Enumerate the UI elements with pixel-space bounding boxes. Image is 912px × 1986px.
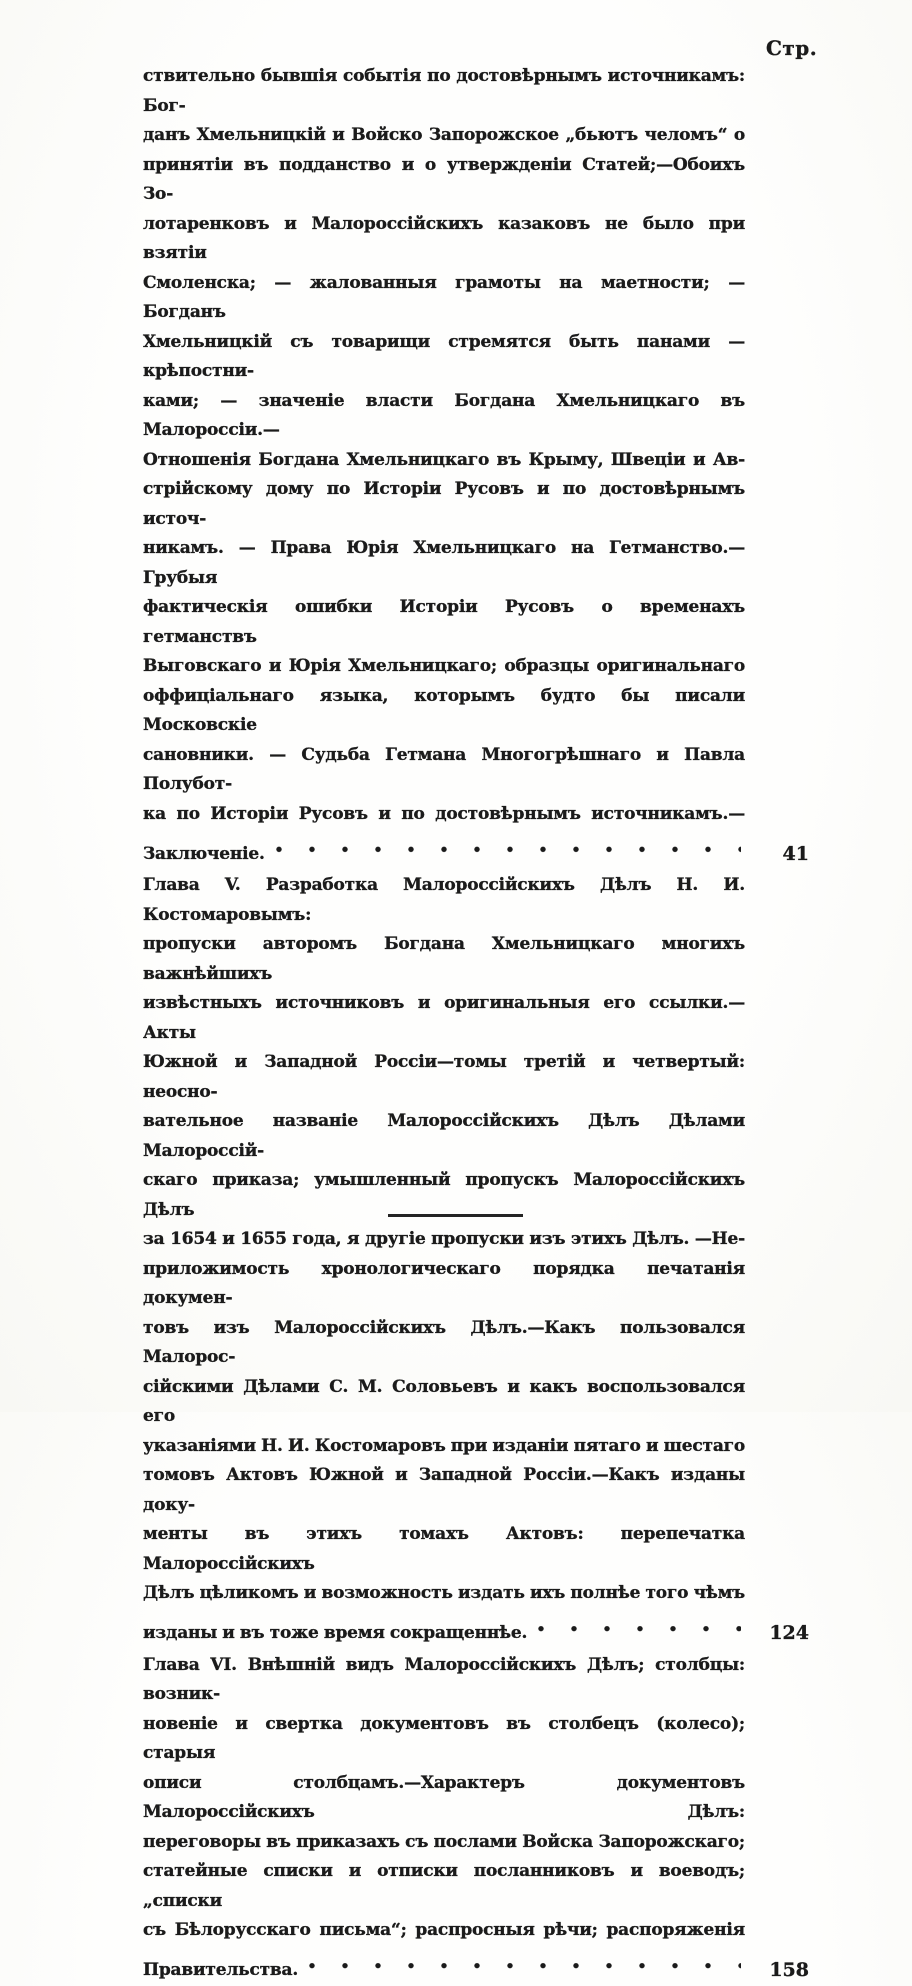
toc-entries — [143, 62, 809, 1986]
toc-entry — [143, 62, 809, 869]
toc-entry-lines — [143, 1651, 745, 1946]
toc-entry-last-line — [143, 1946, 745, 1986]
toc-entry-last-line — [143, 1609, 745, 1649]
toc-entry — [143, 1651, 809, 1986]
toc-line: ка по Исторіи Русовъ и по достовѣрнымъ источникамъ.— — [143, 803, 745, 824]
toc-last-line-text: Заключеніе. — [143, 843, 265, 864]
toc-line: ствительно бывшія событія по достовѣрнымъ источникамъ: Бог- — [143, 66, 745, 116]
toc-line: томовъ Актовъ Южной и Западной Россіи.—Какъ изданы доку- — [143, 1465, 745, 1515]
toc-line: вательное названіе Малороссійскихъ Дѣлъ Дѣлами Малороссій- — [143, 1111, 745, 1161]
page-column-header: Стр. — [766, 36, 818, 60]
toc-line: принятіи въ подданство и о утвержденіи Статей;—Обоихъ Зо- — [143, 154, 745, 204]
toc-line: товъ изъ Малороссійскихъ Дѣлъ.—Какъ пользовался Малорос- — [143, 1317, 745, 1367]
toc-line: менты въ этихъ томахъ Актовъ: перепечатка Малороссійскихъ — [143, 1524, 745, 1574]
dot-leader — [308, 1946, 741, 1976]
toc-line: оффиціальнаго языка, которымъ будто бы писали Московскіе — [143, 685, 745, 735]
toc-line: стрійскому дому по Исторіи Русовъ и по достовѣрнымъ источ- — [143, 479, 745, 529]
toc-entry-lines — [143, 62, 745, 829]
toc-last-line-text: изданы и въ тоже время сокращеннѣе. — [143, 1623, 528, 1643]
toc-line: новеніе и свертка документовъ въ столбецъ (колесо); старыя — [143, 1713, 745, 1763]
toc-line: скаго приказа; умышленный пропускъ Малороссійскихъ Дѣлъ — [143, 1170, 745, 1220]
toc-line: описи столбцамъ.—Характеръ документовъ Малороссійскихъ Дѣлъ: — [143, 1772, 745, 1822]
toc-line: извѣстныхъ источниковъ и оригинальныя его ссылки.—Акты — [143, 993, 745, 1043]
toc-line: съ Бѣлорусскаго письма“; распросныя рѣчи; распоряженія — [143, 1920, 745, 1940]
toc-line: переговоры въ приказахъ съ послами Войска Запорожскаго; — [143, 1831, 745, 1852]
toc-entry-lines — [143, 871, 745, 1609]
toc-line: Глава V. Разработка Малороссійскихъ Дѣлъ Н. И. Костомаровымъ: — [143, 875, 745, 925]
toc-line: данъ Хмельницкій и Войско Запорожское „бьютъ челомъ“ о — [143, 125, 745, 145]
toc-line: Смоленска; — жалованныя грамоты на маетности; — Богданъ — [143, 272, 745, 322]
page-number: 41 — [782, 842, 809, 865]
page-number: 158 — [769, 1959, 809, 1981]
toc-line: Выговскаго и Юрія Хмельницкаго; образцы оригинальнаго — [143, 656, 745, 676]
toc-line: сановники. — Судьба Гетмана Многогрѣшнаго и Павла Полубот- — [143, 744, 745, 794]
toc-line: приложимость хронологическаго порядка печатанія докумен- — [143, 1258, 745, 1308]
toc-line: никамъ. — Права Юрія Хмельницкаго на Гетманство.—Грубыя — [143, 538, 745, 588]
toc-line: Отношенія Богдана Хмельницкаго въ Крыму, Швеціи и Ав- — [143, 449, 745, 470]
toc-line: фактическія ошибки Исторіи Русовъ о временахъ гетманствъ — [143, 597, 745, 647]
toc-line: ками; — значеніе власти Богдана Хмельницкаго въ Малороссіи.— — [143, 390, 745, 440]
dot-leader — [537, 1609, 741, 1639]
toc-line: сійскими Дѣлами С. М. Соловьевъ и какъ воспользовался его — [143, 1376, 745, 1426]
toc-line: Глава VI. Внѣшній видъ Малороссійскихъ Дѣлъ; столбцы: возник- — [143, 1654, 745, 1704]
toc-line: статейные списки и отписки посланниковъ и воеводъ; „списки — [143, 1861, 745, 1911]
toc-entry-last-line — [143, 829, 745, 869]
end-rule — [388, 1214, 523, 1217]
toc-line: пропуски авторомъ Богдана Хмельницкаго многихъ важнѣйшихъ — [143, 934, 745, 984]
page-number: 124 — [769, 1622, 809, 1644]
toc-line: Дѣлъ цѣликомъ и возможность издать ихъ полнѣе того чѣмъ — [143, 1583, 745, 1603]
toc-line: за 1654 и 1655 года, я другіе пропуски изъ этихъ Дѣлъ. —Не- — [143, 1229, 745, 1249]
toc-line: лотаренковъ и Малороссійскихъ казаковъ не было при взятіи — [143, 213, 745, 263]
toc-line: указаніями Н. И. Костомаровъ при изданіи пятаго и шестаго — [143, 1435, 745, 1456]
toc-line: Хмельницкій съ товарищи стремятся быть панами — крѣпостни- — [143, 331, 745, 381]
toc-last-line-text: Правительства. — [143, 1960, 299, 1980]
toc-line: Южной и Западной Россіи—томы третій и четвертый: неосно- — [143, 1052, 745, 1102]
toc-entry — [143, 871, 809, 1649]
dot-leader — [275, 829, 741, 859]
